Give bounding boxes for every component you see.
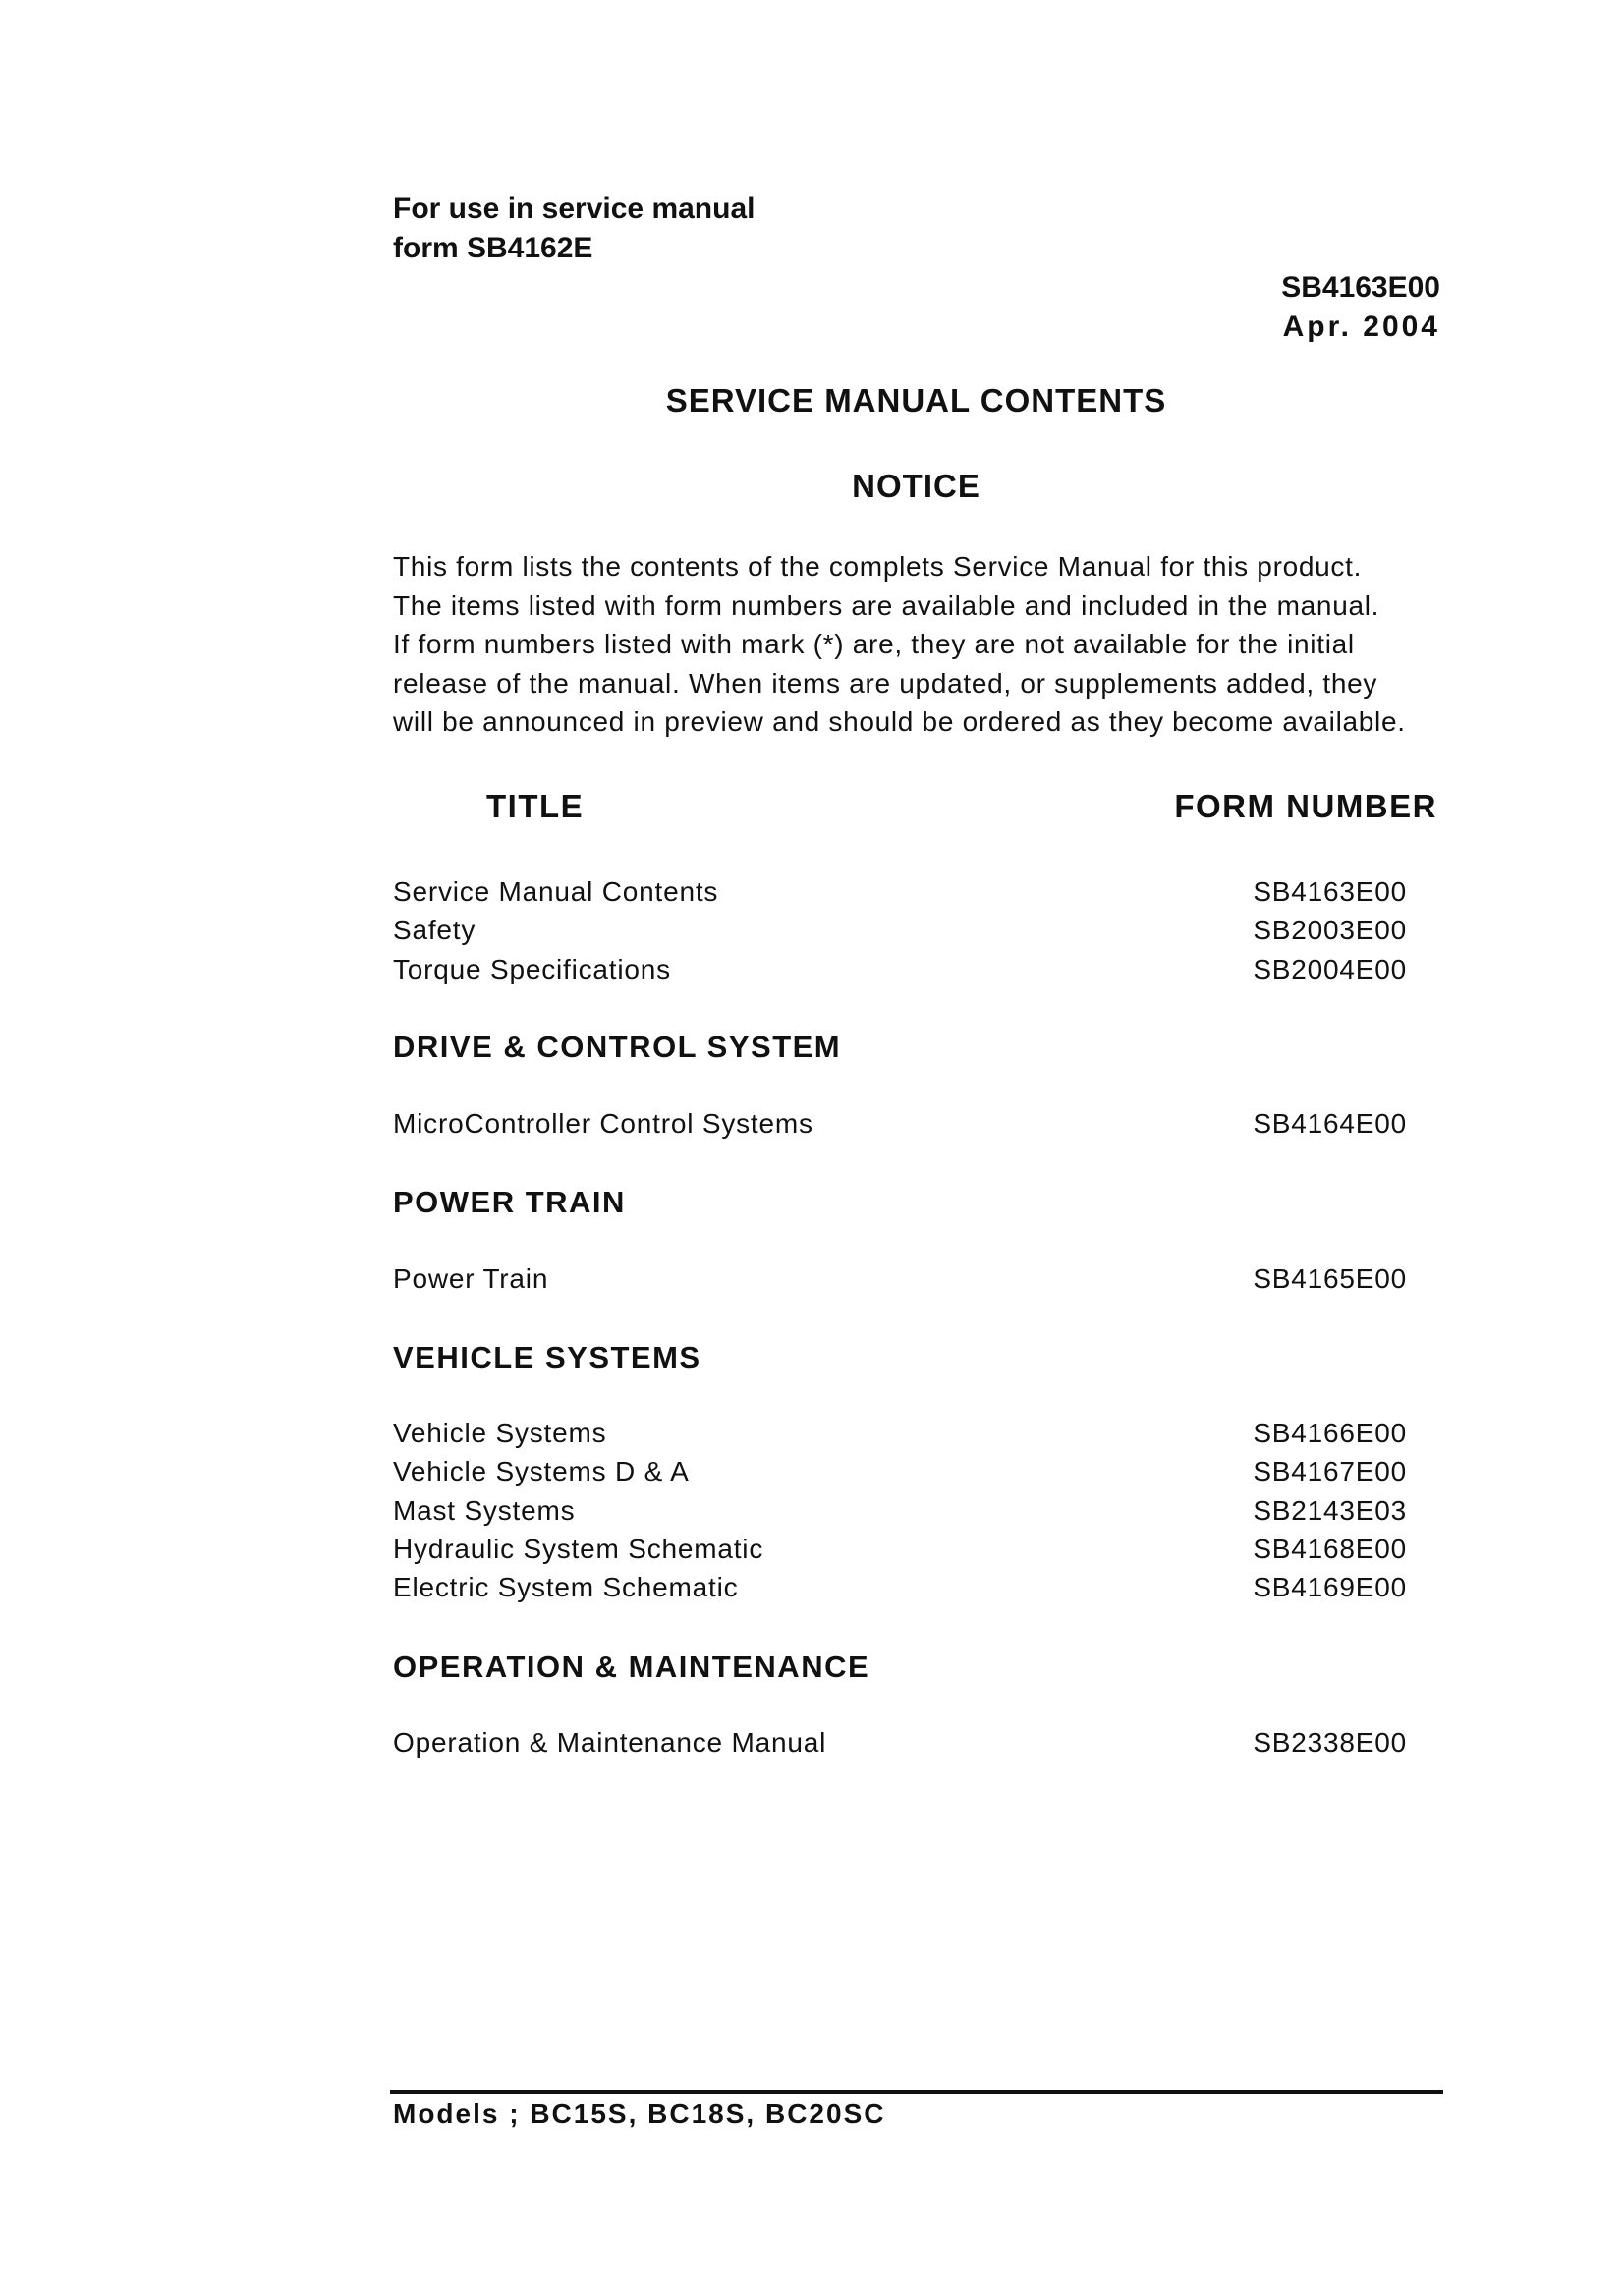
contents-row [393,1534,1407,1572]
entry-title: Power Train [393,1263,549,1294]
entry-form-number: SB4167E00 [1253,1456,1407,1486]
section-heading-operation-maintenance: OPERATION & MAINTENANCE [393,1650,870,1684]
service-manual-reference [393,190,755,268]
entry-title: Vehicle Systems D & A [393,1456,690,1486]
contents-row [393,1263,1407,1302]
column-header-form-number: FORM NUMBER [1174,788,1437,824]
document-meta [1281,268,1440,347]
contents-row [393,915,1407,953]
document-date: Apr. 2004 [1282,310,1440,343]
contents-row [393,1727,1407,1765]
page-title: SERVICE MANUAL CONTENTS [665,382,1167,419]
entry-form-number: SB4168E00 [1253,1534,1407,1564]
footer-models: Models ; BC15S, BC18S, BC20SC [393,2099,886,2129]
entry-title: Electric System Schematic [393,1572,739,1602]
column-header-title: TITLE [486,788,585,824]
contents-row [393,954,1407,992]
entry-title: Hydraulic System Schematic [393,1534,764,1564]
notice-line: This form lists the contents of the complets Service Manual for this product. [393,551,1363,582]
entry-title: MicroController Control Systems [393,1108,813,1139]
contents-row [393,1572,1407,1610]
entry-form-number: SB4163E00 [1253,876,1407,907]
notice-line: The items listed with form numbers are available and included in the manual. [393,589,1380,621]
footer-divider [390,2090,1443,2094]
notice-line: will be announced in preview and should be ordered as they become available. [393,706,1406,738]
entry-title: Service Manual Contents [393,876,719,907]
reference-line-2: form SB4162E [393,232,593,264]
entry-title: Torque Specifications [393,954,671,984]
document-number: SB4163E00 [1281,271,1440,304]
section-heading-vehicle-systems: VEHICLE SYSTEMS [393,1340,701,1374]
notice-title: NOTICE [852,468,980,504]
contents-row [393,1495,1407,1534]
entry-form-number: SB2003E00 [1253,915,1407,945]
notice-line: release of the manual. When items are updated, or supplements added, they [393,667,1378,699]
contents-row [393,1418,1407,1456]
contents-row [393,1456,1407,1494]
entry-form-number: SB2004E00 [1253,954,1407,984]
entry-form-number: SB4164E00 [1253,1108,1407,1139]
entry-title: Vehicle Systems [393,1418,607,1448]
notice-paragraph [393,547,1464,742]
contents-row [393,1108,1407,1147]
reference-line-1: For use in service manual [393,193,756,225]
entry-title: Mast Systems [393,1495,576,1526]
entry-title: Operation & Maintenance Manual [393,1727,827,1758]
entry-form-number: SB2338E00 [1253,1727,1407,1758]
section-heading-power-train: POWER TRAIN [393,1185,626,1219]
entry-form-number: SB2143E03 [1253,1495,1407,1526]
entry-title: Safety [393,915,476,945]
entry-form-number: SB4166E00 [1253,1418,1407,1448]
notice-line: If form numbers listed with mark (*) are, they are not available for the initial [393,629,1355,660]
contents-row [393,876,1407,915]
entry-form-number: SB4165E00 [1253,1263,1407,1294]
entry-form-number: SB4169E00 [1253,1572,1407,1602]
section-heading-drive-control: DRIVE & CONTROL SYSTEM [393,1030,842,1064]
